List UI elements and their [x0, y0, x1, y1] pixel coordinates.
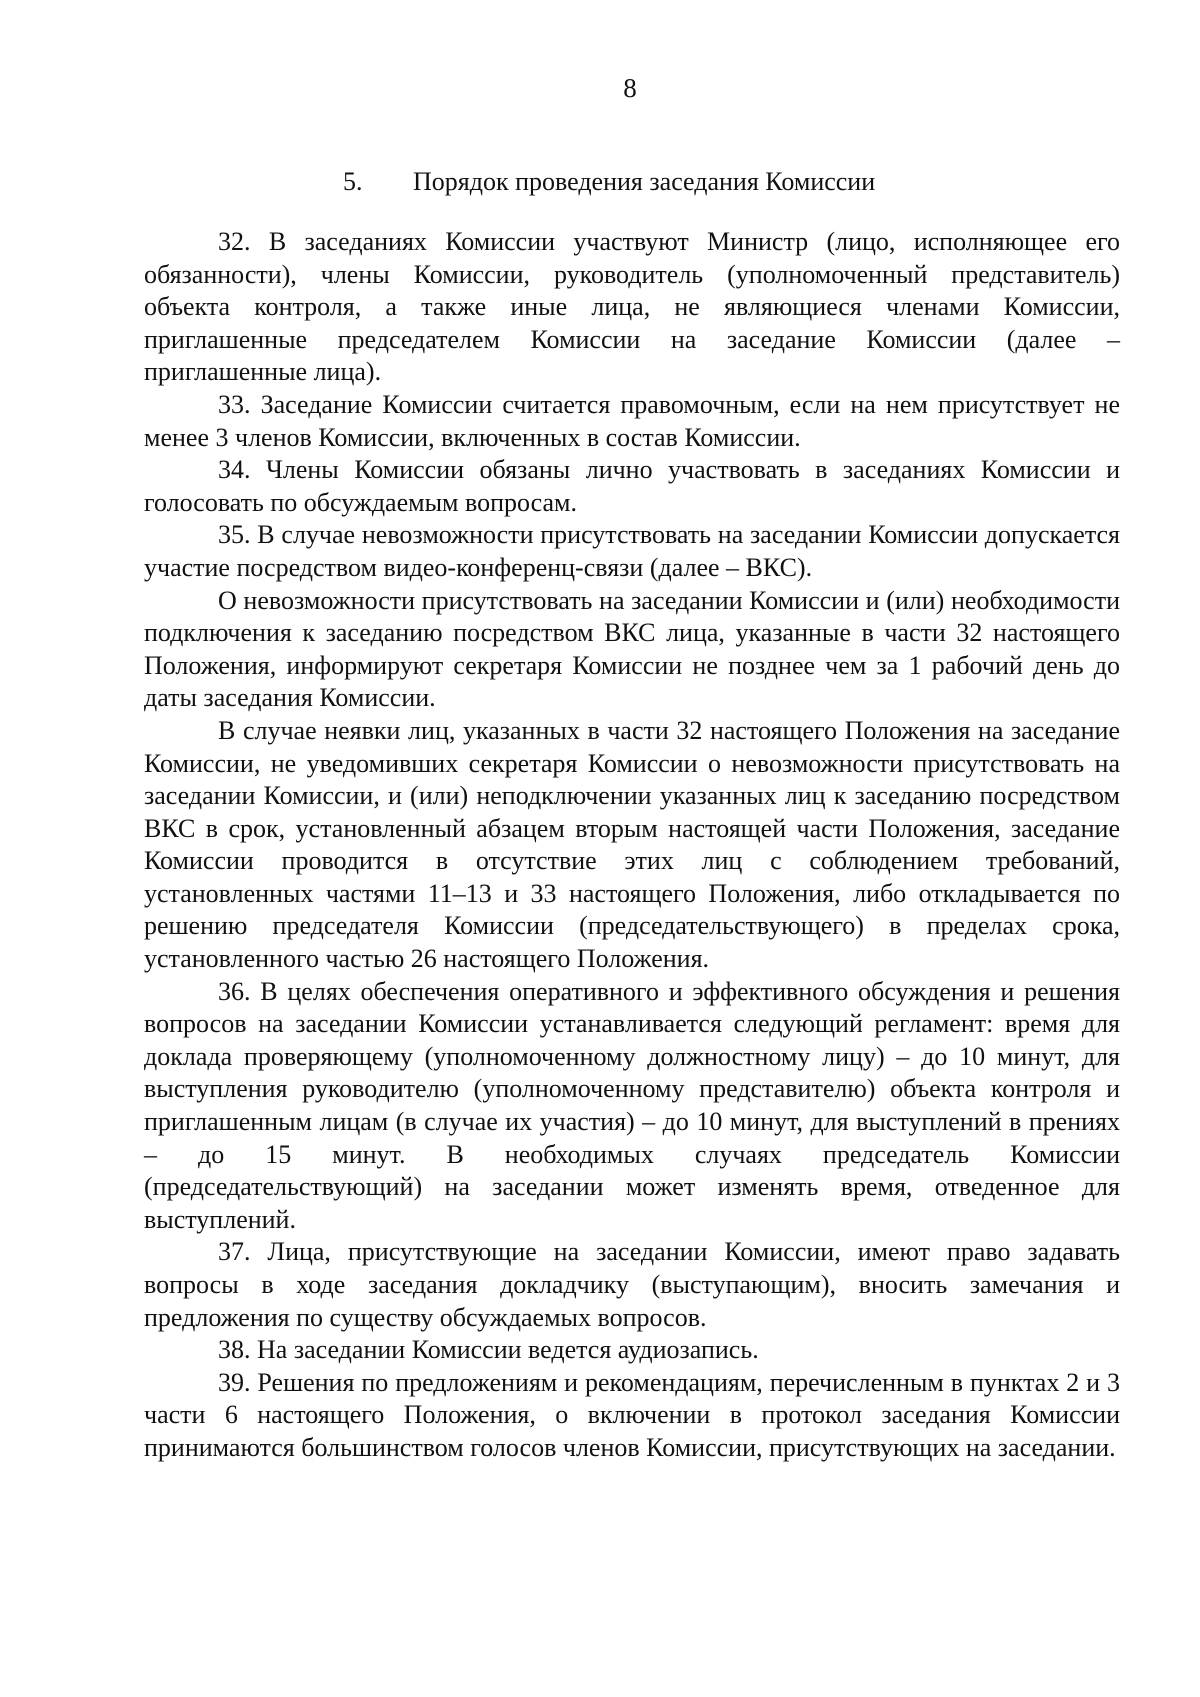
paragraph-39: 39. Решения по предложениям и рекомендациям, перечисленным в пунктах 2 и 3 части 6 настоящего Положения, о включении в протокол заседания Комиссии принимаются большинством голосов членов Комиссии, присутствующих на заседании.	[144, 1367, 1120, 1462]
section-number: 5.	[343, 167, 363, 196]
paragraph-38: 38. На заседании Комиссии ведется аудиозапись.	[218, 1335, 759, 1365]
paragraph-37: 37. Лица, присутствующие на заседании Комиссии, имеют право задавать вопросы в ходе заседания докладчику (выступающим), вносить замечания и предложения по существу обсуждаемых вопросов.	[144, 1237, 1120, 1332]
paragraph-35: 35. В случае невозможности присутствовать на заседании Комиссии допускается участие посредством видео-конференц-связи (далее – ВКС).	[144, 520, 1120, 582]
document-body	[144, 226, 1120, 1465]
section-title: Порядок проведения заседания Комиссии	[413, 167, 876, 196]
paragraph-34: 34. Члены Комиссии обязаны лично участвовать в заседаниях Комиссии и голосовать по обсуждаемым вопросам.	[144, 455, 1120, 517]
paragraph-33: 33. Заседание Комиссии считается правомочным, если на нем присутствует не менее 3 членов Комиссии, включенных в состав Комиссии.	[144, 389, 1120, 452]
paragraph-35-notice: О невозможности присутствовать на заседании Комиссии и (или) необходимости подключения к заседанию посредством ВКС лица, указанные в части 32 настоящего Положения, информируют секретаря Комиссии не позднее чем за 1 рабочий день до даты заседания Комиссии.	[144, 585, 1120, 713]
paragraph-35-absence: В случае неявки лиц, указанных в части 32 настоящего Положения на заседание Комиссии, не уведомивших секретаря Комиссии о невозможности присутствовать на заседании Комиссии, и (или) неподключении указанных лиц к заседанию посредством ВКС в срок, установленный абзацем вторым настоящей части Положения, заседание Комиссии проводится в отсутствие этих лиц с соблюдением требований, установленных частями 11–13 и 33 настоящего Положения, либо откладывается по решению председателя Комиссии (председательствующего) в пределах срока, установленного частью 26 настоящего Положения.	[144, 715, 1120, 974]
paragraph-32: 32. В заседаниях Комиссии участвуют Министр (лицо, исполняющее его обязанности), члены Комиссии, руководитель (уполномоченный представитель) объекта контроля, а также иные лица, не являющиеся членами Комиссии, приглашенные председателем Комиссии на заседание Комиссии (далее – приглашенные лица).	[144, 227, 1120, 387]
paragraph-36: 36. В целях обеспечения оперативного и эффективного обсуждения и решения вопросов на заседании Комиссии устанавливается следующий регламент: время для доклада проверяющему (уполномоченному должностному лицу) – до 10 минут, для выступления руководителю (уполномоченному представителю) объекта контроля и приглашенным лицам (в случае их участия) – до 10 минут, для выступлений в прениях – до 15 минут. В необходимых случаях председатель Комиссии (председательствующий) на заседании может изменять время, отведенное для выступлений.	[144, 976, 1120, 1234]
page-number: 8	[623, 73, 637, 103]
